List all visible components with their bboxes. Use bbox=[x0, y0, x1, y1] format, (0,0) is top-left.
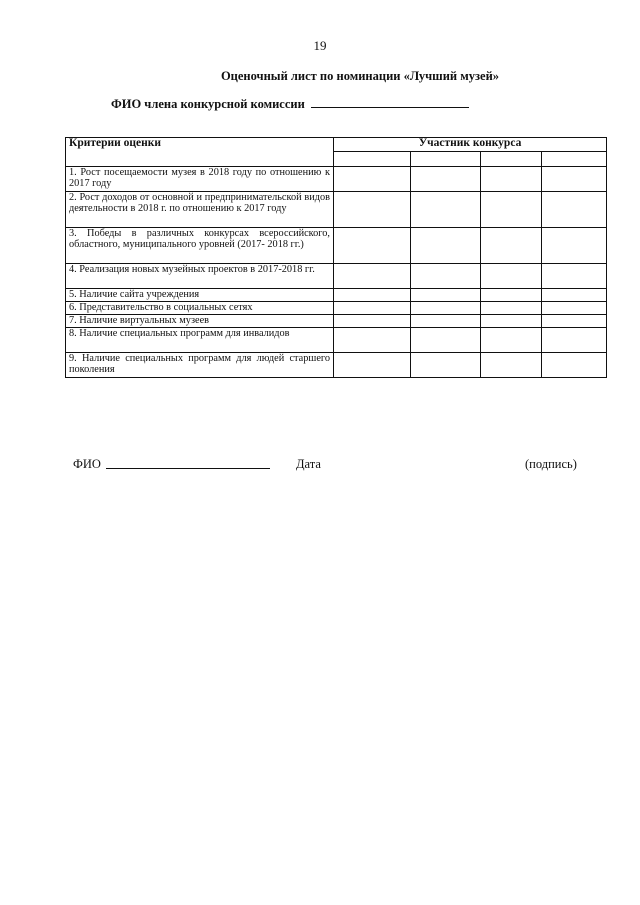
score-cell bbox=[481, 289, 542, 302]
commission-member-line bbox=[111, 96, 469, 112]
score-cell bbox=[481, 328, 542, 353]
score-cell bbox=[334, 315, 411, 328]
page-number: 19 bbox=[313, 38, 327, 53]
criterion-text: 5. Наличие сайта учреждения bbox=[66, 289, 334, 302]
criteria-row bbox=[66, 328, 607, 353]
participant-column-3 bbox=[481, 152, 542, 167]
score-cell bbox=[481, 353, 542, 378]
criterion-text: 2. Рост доходов от основной и предпринимательской видов деятельности в 2018 г. по отношению к 2017 году bbox=[66, 192, 334, 228]
signature-label: (подпись) bbox=[525, 457, 577, 471]
date-label: Дата bbox=[296, 457, 321, 471]
score-cell bbox=[542, 353, 607, 378]
participant-column-4 bbox=[542, 152, 607, 167]
score-cell bbox=[481, 302, 542, 315]
participant-column-2 bbox=[411, 152, 481, 167]
fio-label: ФИО bbox=[73, 457, 101, 471]
score-cell bbox=[481, 228, 542, 264]
score-cell bbox=[542, 289, 607, 302]
criteria-row bbox=[66, 315, 607, 328]
criteria-row bbox=[66, 302, 607, 315]
score-cell bbox=[542, 302, 607, 315]
score-cell bbox=[542, 328, 607, 353]
score-cell bbox=[411, 315, 481, 328]
fio-blank-line bbox=[106, 468, 270, 469]
document-title: Оценочный лист по номинации «Лучший музей» bbox=[220, 69, 500, 83]
criteria-row bbox=[66, 192, 607, 228]
score-cell bbox=[334, 302, 411, 315]
score-cell bbox=[334, 328, 411, 353]
score-cell bbox=[481, 264, 542, 289]
score-cell bbox=[481, 315, 542, 328]
criteria-row bbox=[66, 228, 607, 264]
participant-column-1 bbox=[334, 152, 411, 167]
criterion-text: 7. Наличие виртуальных музеев bbox=[66, 315, 334, 328]
score-cell bbox=[542, 264, 607, 289]
score-cell bbox=[411, 167, 481, 192]
commission-member-label: ФИО члена конкурсной комиссии bbox=[111, 97, 305, 111]
score-cell bbox=[411, 302, 481, 315]
score-cell bbox=[411, 192, 481, 228]
score-cell bbox=[481, 167, 542, 192]
score-cell bbox=[334, 264, 411, 289]
criterion-text: 6. Представительство в социальных сетях bbox=[66, 302, 334, 315]
score-cell bbox=[411, 228, 481, 264]
score-cell bbox=[334, 192, 411, 228]
criteria-table bbox=[65, 137, 607, 378]
score-cell bbox=[411, 289, 481, 302]
criterion-text: 8. Наличие специальных программ для инвалидов bbox=[66, 328, 334, 353]
criteria-row bbox=[66, 264, 607, 289]
criteria-row bbox=[66, 289, 607, 302]
score-cell bbox=[334, 167, 411, 192]
score-cell bbox=[542, 315, 607, 328]
criterion-text: 3. Победы в различных конкурсах всероссийского, областного, муниципального уровней (2017- 2018 гг.) bbox=[66, 228, 334, 264]
score-cell bbox=[411, 264, 481, 289]
score-cell bbox=[411, 353, 481, 378]
score-cell bbox=[542, 167, 607, 192]
criterion-text: 9. Наличие специальных программ для людей старшего поколения bbox=[66, 353, 334, 378]
score-cell bbox=[334, 353, 411, 378]
score-cell bbox=[542, 228, 607, 264]
commission-member-blank bbox=[311, 96, 469, 108]
score-cell bbox=[334, 228, 411, 264]
criterion-text: 4. Реализация новых музейных проектов в 2017-2018 гг. bbox=[66, 264, 334, 289]
criteria-row bbox=[66, 167, 607, 192]
score-cell bbox=[481, 192, 542, 228]
score-cell bbox=[334, 289, 411, 302]
participant-header: Участник конкурса bbox=[334, 138, 607, 152]
score-cell bbox=[542, 192, 607, 228]
criteria-header: Критерии оценки bbox=[66, 138, 334, 167]
criteria-row bbox=[66, 353, 607, 378]
criterion-text: 1. Рост посещаемости музея в 2018 году по отношению к 2017 году bbox=[66, 167, 334, 192]
score-cell bbox=[411, 328, 481, 353]
